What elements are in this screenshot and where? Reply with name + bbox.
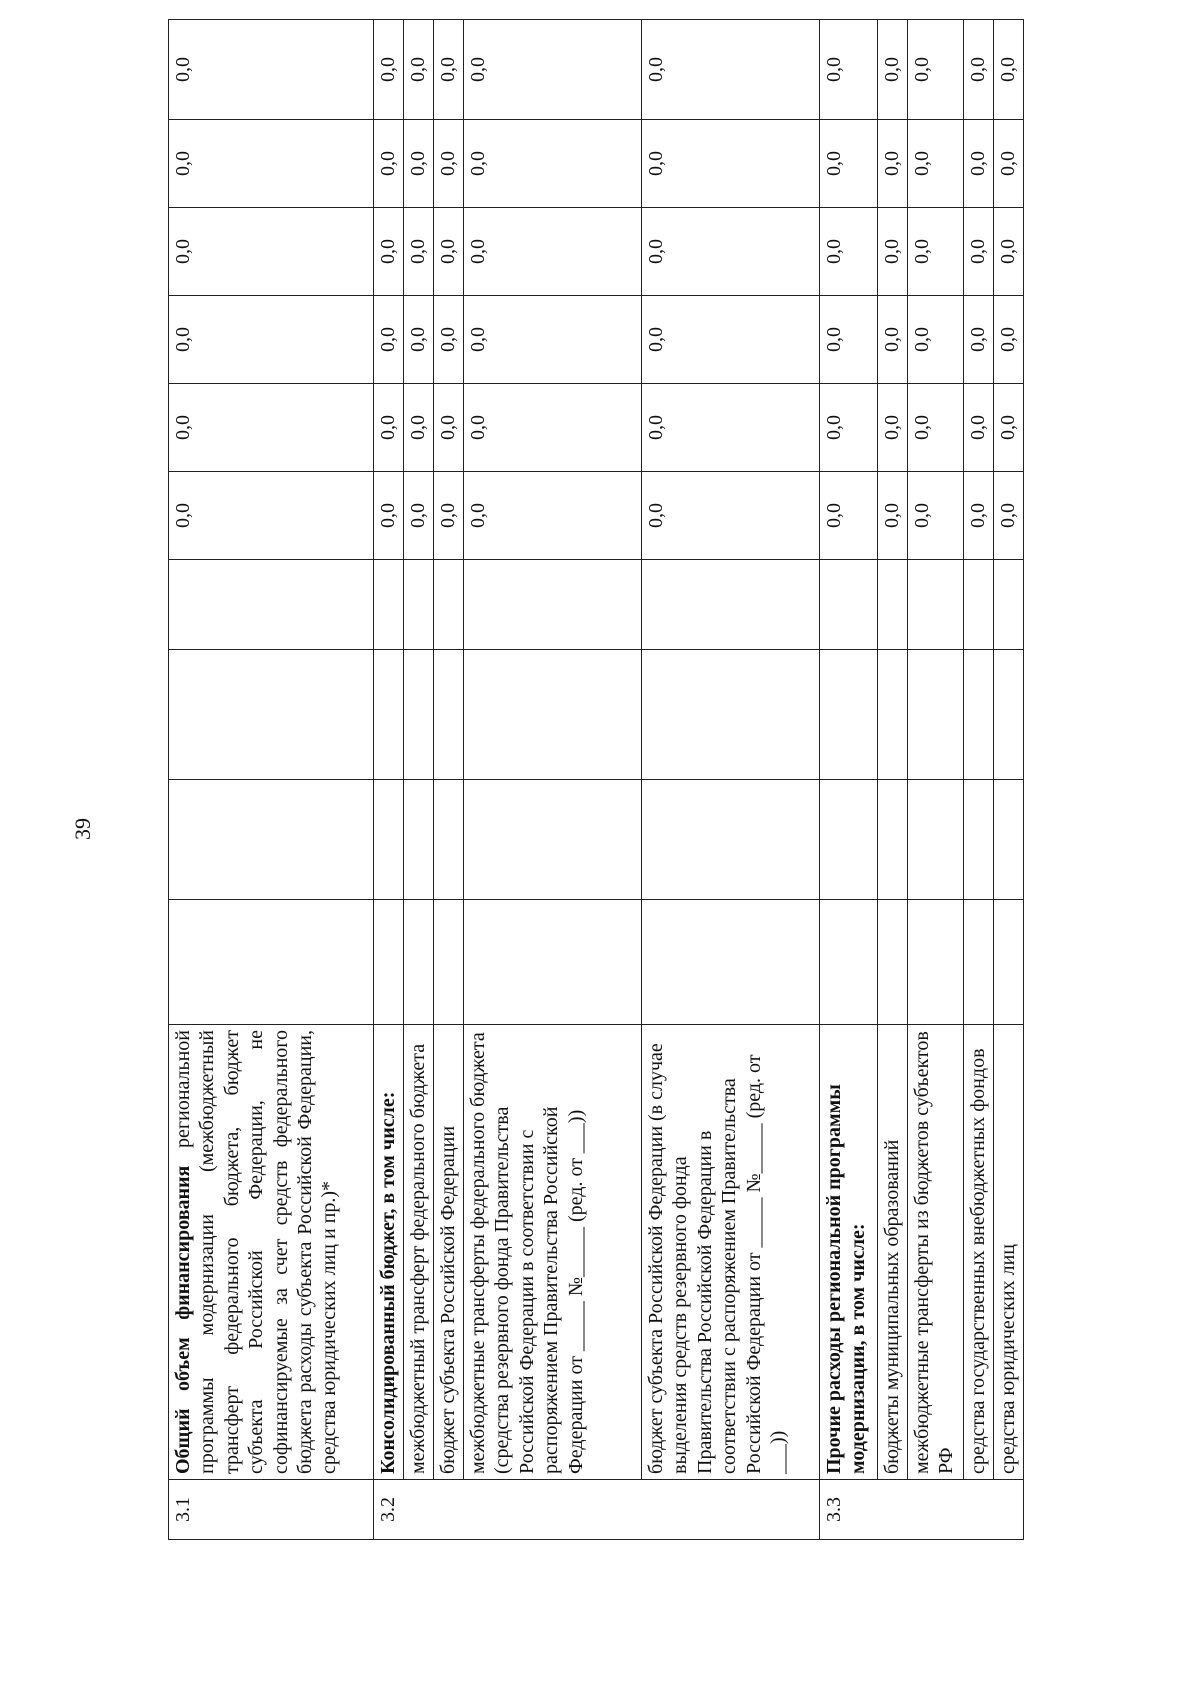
empty-cell	[994, 780, 1024, 900]
empty-cell	[404, 900, 434, 1025]
value-cell: 0,0	[642, 208, 820, 296]
empty-cell	[464, 560, 642, 650]
empty-cell	[374, 900, 404, 1025]
empty-cell	[434, 900, 464, 1025]
value-cell: 0,0	[642, 20, 820, 120]
financing-table	[168, 19, 1024, 1540]
row-description: бюджет субъекта Российской Федерации (в случае выделения средств резервного фонда Правительства Российской Федерации в соответствии с распоряжением Правительства Российской Федерации от _____ №_____ (ред. от ___))	[642, 1025, 820, 1480]
value-cell: 0,0	[404, 296, 434, 384]
table-row	[374, 20, 404, 1540]
value-cell: 0,0	[964, 208, 994, 296]
value-cell: 0,0	[374, 472, 404, 560]
value-cell: 0,0	[169, 296, 374, 384]
empty-cell	[434, 650, 464, 780]
empty-cell	[820, 650, 878, 780]
value-cell: 0,0	[994, 472, 1024, 560]
row-description: Общий объем финансирования региональной программы модернизации (межбюджетный трансферт федерального бюджета, бюджет субъекта Российской Федерации, не софинансируемые за счет средств федерального бюджета расходы субъекта Российской Федерации, средства юридических лиц и пр.)*	[169, 1025, 374, 1480]
value-cell: 0,0	[994, 208, 1024, 296]
empty-cell	[994, 900, 1024, 1025]
value-cell: 0,0	[434, 296, 464, 384]
empty-cell	[434, 780, 464, 900]
value-cell: 0,0	[642, 384, 820, 472]
row-description: Консолидированный бюджет, в том числе:	[374, 1025, 404, 1480]
row-number: 3.3	[820, 1480, 1024, 1540]
row-description: межбюджетный трансферт федерального бюджета	[404, 1025, 434, 1480]
table-row	[964, 20, 994, 1540]
empty-cell	[964, 900, 994, 1025]
value-cell: 0,0	[374, 384, 404, 472]
empty-cell	[404, 780, 434, 900]
empty-cell	[820, 780, 878, 900]
empty-cell	[908, 780, 964, 900]
table-row	[878, 20, 908, 1540]
value-cell: 0,0	[908, 120, 964, 208]
value-cell: 0,0	[374, 208, 404, 296]
value-cell: 0,0	[642, 472, 820, 560]
row-description: бюджеты муниципальных образований	[878, 1025, 908, 1480]
value-cell: 0,0	[878, 384, 908, 472]
value-cell: 0,0	[642, 120, 820, 208]
empty-cell	[464, 650, 642, 780]
empty-cell	[908, 560, 964, 650]
row-number: 3.1	[169, 1480, 374, 1540]
row-description: средства юридических лиц	[994, 1025, 1024, 1480]
value-cell: 0,0	[404, 20, 434, 120]
table-row	[434, 20, 464, 1540]
empty-cell	[374, 780, 404, 900]
value-cell: 0,0	[820, 384, 878, 472]
table-row	[464, 20, 642, 1540]
value-cell: 0,0	[464, 384, 642, 472]
page-number: 39	[70, 818, 95, 840]
rotated-table-container	[168, 20, 1108, 1540]
value-cell: 0,0	[169, 208, 374, 296]
value-cell: 0,0	[404, 208, 434, 296]
empty-cell	[642, 560, 820, 650]
empty-cell	[464, 780, 642, 900]
empty-cell	[169, 780, 374, 900]
table-row	[404, 20, 434, 1540]
table-row	[820, 20, 878, 1540]
row-description: межбюджетные трансферты федерального бюджета (средства резервного фонда Правительства Российской Федерации в соответствии с распоряжением Правительства Российской Федерации от _____ №_____ (ред. от ___))	[464, 1025, 642, 1480]
value-cell: 0,0	[374, 296, 404, 384]
value-cell: 0,0	[820, 472, 878, 560]
value-cell: 0,0	[434, 472, 464, 560]
value-cell: 0,0	[908, 296, 964, 384]
value-cell: 0,0	[964, 384, 994, 472]
value-cell: 0,0	[464, 20, 642, 120]
row-description: межбюджетные трансферты из бюджетов субъектов РФ	[908, 1025, 964, 1480]
empty-cell	[908, 650, 964, 780]
empty-cell	[642, 780, 820, 900]
row-number: 3.2	[374, 1480, 820, 1540]
table-row	[908, 20, 964, 1540]
value-cell: 0,0	[994, 296, 1024, 384]
value-cell: 0,0	[169, 472, 374, 560]
value-cell: 0,0	[434, 208, 464, 296]
row-description: Прочие расходы региональной программы модернизации, в том числе:	[820, 1025, 878, 1480]
value-cell: 0,0	[908, 472, 964, 560]
empty-cell	[994, 650, 1024, 780]
value-cell: 0,0	[404, 472, 434, 560]
value-cell: 0,0	[464, 208, 642, 296]
empty-cell	[404, 650, 434, 780]
value-cell: 0,0	[878, 296, 908, 384]
empty-cell	[964, 780, 994, 900]
value-cell: 0,0	[374, 20, 404, 120]
value-cell: 0,0	[820, 20, 878, 120]
empty-cell	[642, 650, 820, 780]
value-cell: 0,0	[169, 120, 374, 208]
empty-cell	[169, 650, 374, 780]
value-cell: 0,0	[908, 20, 964, 120]
value-cell: 0,0	[878, 208, 908, 296]
empty-cell	[434, 560, 464, 650]
empty-cell	[464, 900, 642, 1025]
value-cell: 0,0	[878, 472, 908, 560]
empty-cell	[878, 560, 908, 650]
value-cell: 0,0	[820, 120, 878, 208]
value-cell: 0,0	[964, 472, 994, 560]
empty-cell	[374, 650, 404, 780]
empty-cell	[820, 900, 878, 1025]
row-description: средства государственных внебюджетных фондов	[964, 1025, 994, 1480]
value-cell: 0,0	[878, 20, 908, 120]
empty-cell	[994, 560, 1024, 650]
value-cell: 0,0	[908, 384, 964, 472]
value-cell: 0,0	[464, 472, 642, 560]
table-row	[169, 20, 374, 1540]
empty-cell	[374, 560, 404, 650]
value-cell: 0,0	[464, 296, 642, 384]
value-cell: 0,0	[820, 208, 878, 296]
value-cell: 0,0	[434, 384, 464, 472]
value-cell: 0,0	[878, 120, 908, 208]
empty-cell	[169, 560, 374, 650]
value-cell: 0,0	[908, 208, 964, 296]
empty-cell	[169, 900, 374, 1025]
value-cell: 0,0	[964, 20, 994, 120]
empty-cell	[878, 650, 908, 780]
value-cell: 0,0	[374, 120, 404, 208]
value-cell: 0,0	[994, 20, 1024, 120]
value-cell: 0,0	[964, 120, 994, 208]
table-row	[994, 20, 1024, 1540]
value-cell: 0,0	[434, 20, 464, 120]
value-cell: 0,0	[404, 120, 434, 208]
value-cell: 0,0	[820, 296, 878, 384]
table-row	[642, 20, 820, 1540]
empty-cell	[642, 900, 820, 1025]
value-cell: 0,0	[994, 120, 1024, 208]
empty-cell	[964, 560, 994, 650]
value-cell: 0,0	[964, 296, 994, 384]
value-cell: 0,0	[169, 20, 374, 120]
value-cell: 0,0	[404, 384, 434, 472]
value-cell: 0,0	[464, 120, 642, 208]
empty-cell	[878, 780, 908, 900]
value-cell: 0,0	[169, 384, 374, 472]
empty-cell	[820, 560, 878, 650]
empty-cell	[404, 560, 434, 650]
empty-cell	[878, 900, 908, 1025]
value-cell: 0,0	[434, 120, 464, 208]
row-description: бюджет субъекта Российской Федерации	[434, 1025, 464, 1480]
value-cell: 0,0	[994, 384, 1024, 472]
empty-cell	[964, 650, 994, 780]
empty-cell	[908, 900, 964, 1025]
value-cell: 0,0	[642, 296, 820, 384]
